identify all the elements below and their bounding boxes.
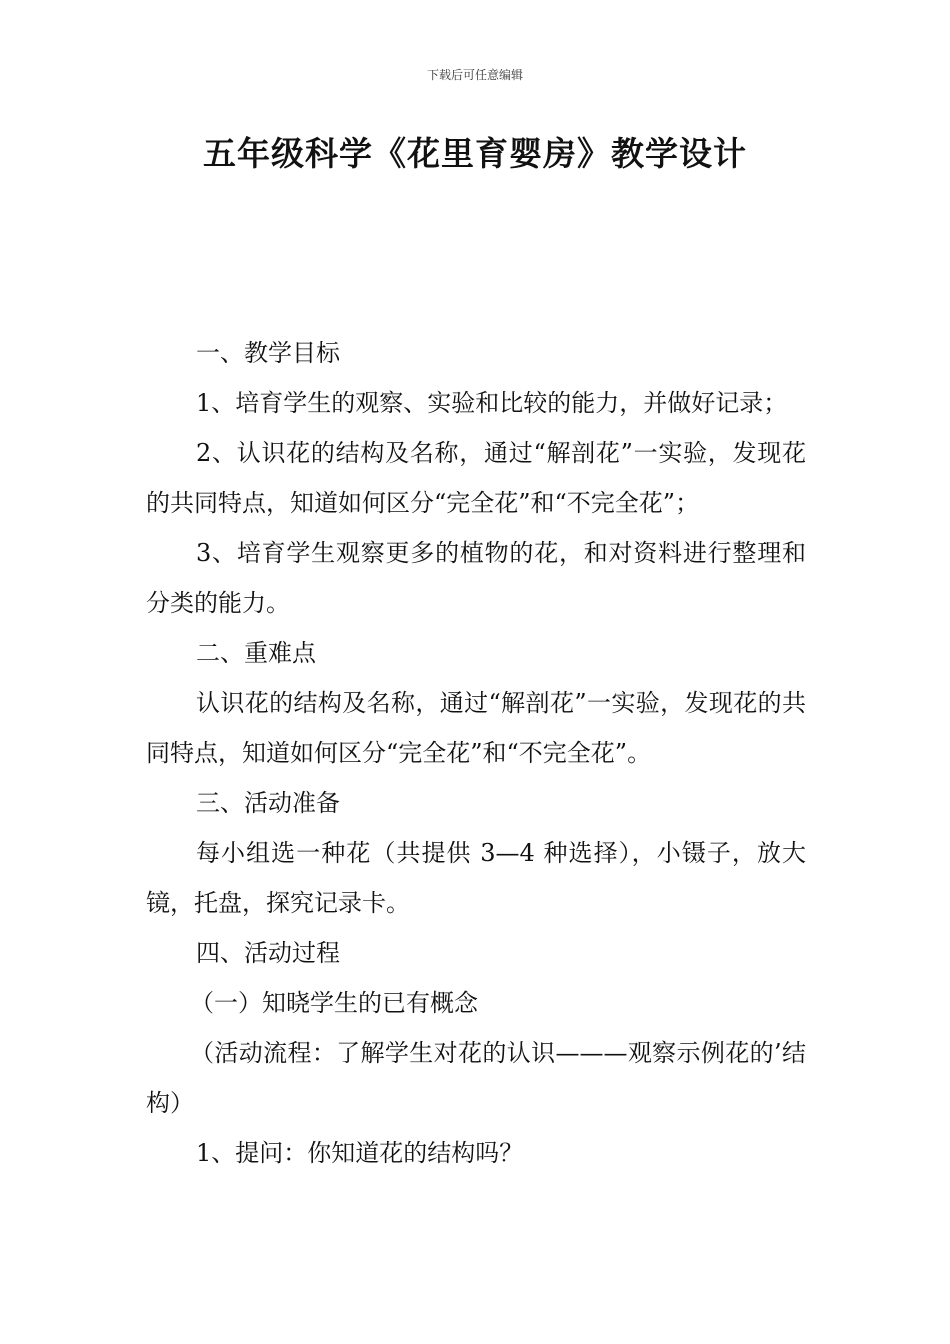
- paragraph: 1、培育学生的观察、实验和比较的能力，并做好记录；: [196, 389, 788, 417]
- header-note: 下载后可任意编辑: [426, 68, 523, 82]
- paragraph: （活动流程：了解学生对花的认识———观察示例花的’结构）: [146, 1039, 806, 1117]
- paragraph: 2、认识花的结构及名称，通过“解剖花”一实验，发现花的共同特点，知道如何区分“完全花”和“不完全花”；: [146, 439, 806, 517]
- section-heading-objectives: 一、教学目标: [196, 339, 340, 367]
- section-heading-preparation: 三、活动准备: [196, 789, 340, 817]
- paragraph: 认识花的结构及名称，通过“解剖花”一实验，发现花的共同特点，知道如何区分“完全花”和“不完全花”。: [146, 689, 806, 767]
- section-heading-process: 四、活动过程: [196, 939, 340, 967]
- document-title: 五年级科学《花里育婴房》教学设计: [203, 134, 747, 173]
- section-heading-key-points: 二、重难点: [196, 639, 316, 667]
- paragraph: 每小组选一种花（共提供 3—4 种选择），小镊子，放大镜，托盘，探究记录卡。: [146, 839, 806, 917]
- paragraph: 3、培育学生观察更多的植物的花，和对资料进行整理和分类的能力。: [146, 539, 806, 617]
- subsection-heading: （一）知晓学生的已有概念: [190, 989, 478, 1017]
- paragraph: 1、提问：你知道花的结构吗？: [196, 1139, 524, 1167]
- document-body: [146, 328, 806, 1178]
